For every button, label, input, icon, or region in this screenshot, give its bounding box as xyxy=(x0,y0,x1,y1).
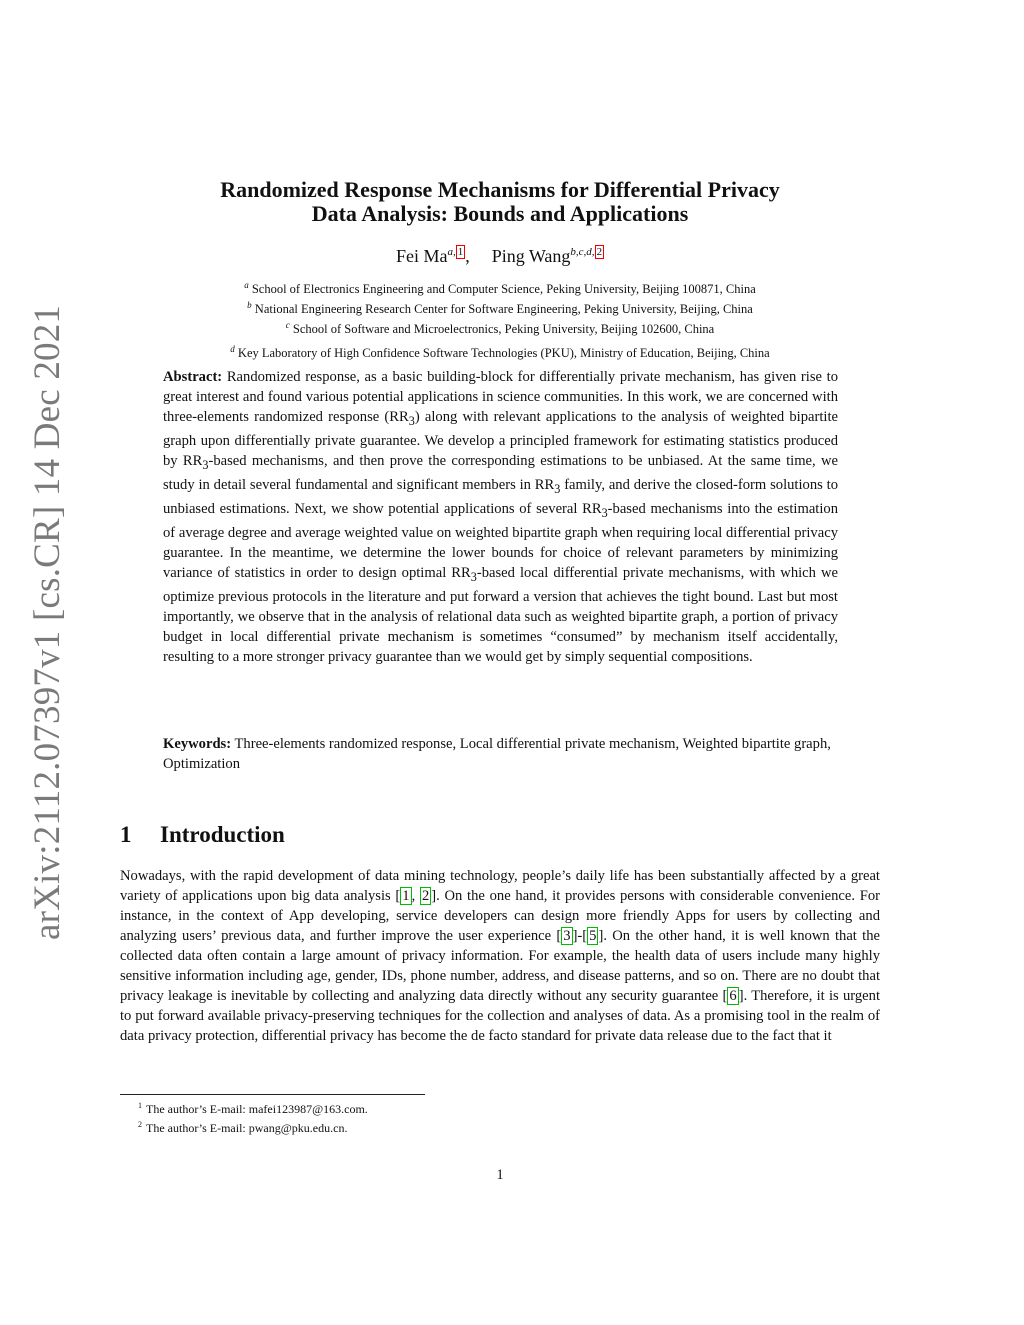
citation-link[interactable]: 1 xyxy=(402,888,410,904)
author-2-name: Ping Wang xyxy=(491,246,571,266)
author-2-affil-mark: b,c,d, xyxy=(570,246,595,258)
author-1-name: Fei Ma xyxy=(395,246,448,266)
footnote-2: $^2$ The author’s E-mail: pwang@pku.edu.cn. xyxy=(138,1120,348,1135)
paper-title xyxy=(120,178,880,226)
title-line-2: Data Analysis: Bounds and Applications xyxy=(311,201,689,226)
affiliation-c: $^c$ School of Software and Microelectronics, Peking University, Beijing 102600, China xyxy=(285,320,715,337)
citation-link[interactable]: 3 xyxy=(563,928,571,944)
abstract: Abstract: Randomized response, as a basic building-block for differentially private mechanism, has given rise to great interest and found various potential applications in science communities. In this work, we are concerned with three-elements randomized response $(RR_3)$ along with relevant applications to the analysis of weighted bipartite graph upon differentially private guarantee. We develop a principled framework for estimating statistics produced by $RR_3$-based mechanisms, and then prove the corresponding estimations to be unbiased. At the same time, we study in detail several fundamental and significant members in $RR_3$ family, and derive the closed-form solutions to unbiased estimations. Next, we show potential applications of several $RR_3$-based mechanisms into the estimation of average degree and average weighted value on weighted bipartite graph when requiring local differential privacy guarantee. In the meantime, we determine the lower bounds for choice of relevant parameters by minimizing variance of statistics in order to design optimal $RR_3$-based local differential private mechanisms, with which we optimize previous protocols in the literature and put forward a version that achieves the tight bound. Last but most importantly, we observe that in the analysis of relational data such as weighted bipartite graph, a portion of privacy budget in local differential private mechanism is sometimes “consumed” by mechanism itself accidentally, resulting to a more stronger privacy guarantee than we would get by simply sequential compositions. xyxy=(163,369,838,665)
footnotes xyxy=(120,1098,368,1136)
keywords xyxy=(163,734,838,774)
keywords-text: Three-elements randomized response, Local differential private mechanism, Weighted bipartite graph, Optimization xyxy=(163,736,831,772)
citation-link[interactable]: 6 xyxy=(729,988,737,1004)
keywords-label: Keywords: xyxy=(163,736,232,752)
arxiv-identifier: arXiv:2112.07397v1 [cs.CR] 14 Dec 2021 xyxy=(27,304,68,940)
author-1-footnote-link[interactable]: 1 xyxy=(457,246,464,258)
author-separator: , xyxy=(465,246,470,266)
affiliation-a: $^a$ School of Electronics Engineering and Computer Science, Peking University, Beijing 100871, China xyxy=(244,280,756,297)
author-list xyxy=(120,246,880,267)
affiliation-b: $^b$ National Engineering Research Center for Software Engineering, Peking University, Beijing, China xyxy=(247,300,753,317)
footnote-1: $^1$ The author’s E-mail: mafei123987@163.com. xyxy=(138,1101,368,1116)
affiliations xyxy=(120,277,880,362)
author-1-affil-mark: a, xyxy=(447,246,456,258)
section-number: 1 xyxy=(120,822,132,847)
abstract-label: Abstract: xyxy=(163,369,223,385)
citation-link[interactable]: 5 xyxy=(589,928,597,944)
section-heading xyxy=(120,822,285,848)
citation-link[interactable]: 2 xyxy=(421,888,430,904)
affiliation-d: $^d$ Key Laboratory of High Confidence Software Technologies (PKU), Ministry of Education, Beijing, China xyxy=(230,344,770,361)
footnote-divider xyxy=(120,1094,425,1095)
introduction-paragraph: Nowadays, with the rapid development of data mining technology, people’s daily life has been substantially affected by a great variety of applications upon big data analysis [ 1 , 2 ]. On the one hand, it provides persons with considerable convenience. For instance, in the context of App developing, service developers can design more friendly Apps for users by collecting and analyzing users’ previous data, and further improve the user experience [ 3 ]-[ 5 ]. On the other hand, it is well known that the collected data often contain a large amount of privacy information. For example, the health data of users include many highly sensitive information including age, gender, IDs, phone number, address, and disease patterns, and so on. There are no doubt that privacy leakage is inevitable by collecting and analyzing data directly without any security guarantee [ 6 ]. Therefore, it is urgent to put forward available privacy-preserving techniques for the collection and analyses of data. As a promising tool in the realm of data privacy protection, differential privacy has become the de facto standard for private data release due to the fact that it xyxy=(120,868,881,1044)
section-title: Introduction xyxy=(160,822,285,847)
author-2-footnote-link[interactable]: 2 xyxy=(596,246,603,258)
title-line-1: Randomized Response Mechanisms for Differential Privacy xyxy=(220,177,780,202)
page-number: 1 xyxy=(496,1167,504,1183)
